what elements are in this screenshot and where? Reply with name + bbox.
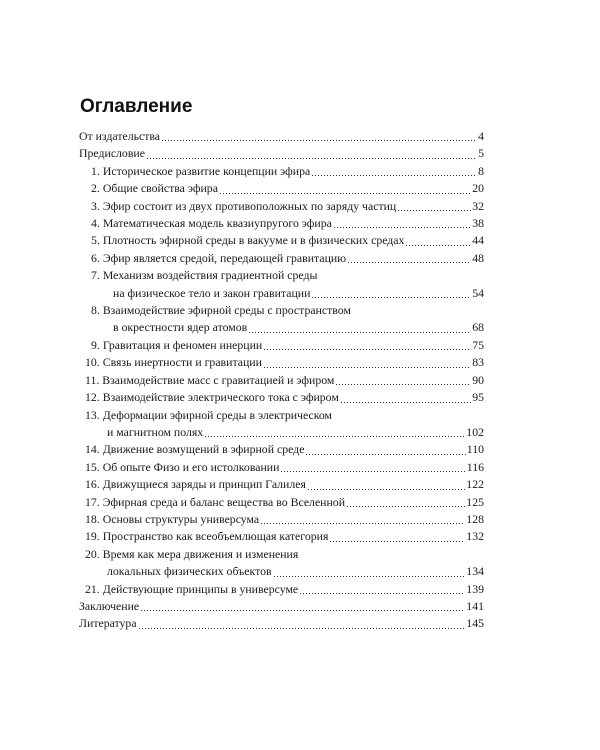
toc-entry[interactable] bbox=[79, 441, 484, 458]
toc-entry-title: Связь инертности и гравитации bbox=[102, 355, 262, 370]
toc-entry[interactable] bbox=[79, 494, 484, 511]
leader-dots bbox=[146, 148, 477, 160]
toc-entry[interactable] bbox=[79, 546, 484, 581]
toc-entry-page: 122 bbox=[466, 477, 484, 492]
leader-dots bbox=[329, 531, 465, 543]
toc-entry[interactable] bbox=[79, 459, 484, 476]
toc-entry-page: 38 bbox=[472, 216, 484, 231]
toc-entry-number: 14. bbox=[85, 442, 100, 457]
leader-dots bbox=[333, 217, 471, 229]
toc-entry-number: 13. bbox=[85, 407, 100, 422]
toc-entry-title: Движение возмущений в эфирной среде bbox=[102, 442, 305, 457]
toc-entry-page: 132 bbox=[466, 529, 484, 544]
toc-entry-title: Время как мера движения и изменения bbox=[102, 546, 299, 561]
toc-entry-title: Об опыте Физо и его истолковании bbox=[102, 459, 280, 474]
toc-entry-number: 1. bbox=[91, 163, 100, 178]
toc-entry-title: Пространство как всеобъемлющая категория bbox=[102, 529, 329, 544]
toc-entry-title: Механизм воздействия градиентной среды bbox=[102, 268, 318, 283]
toc-entry-page: 54 bbox=[472, 285, 484, 300]
toc-entry-number: 5. bbox=[91, 233, 100, 248]
leader-dots bbox=[311, 287, 471, 299]
toc-entry[interactable] bbox=[79, 615, 484, 632]
toc-entry[interactable] bbox=[79, 511, 484, 528]
toc-entry[interactable] bbox=[79, 198, 484, 215]
toc-entry-page: 68 bbox=[472, 320, 484, 335]
toc-entry-page: 90 bbox=[472, 372, 484, 387]
leader-dots bbox=[161, 130, 477, 142]
toc-entry-page: 141 bbox=[466, 598, 484, 613]
toc-entry-title: Плотность эфирной среды в вакууме и в физических средах bbox=[102, 233, 405, 248]
toc-entry-title: Взаимодействие электрического тока с эфиром bbox=[102, 390, 339, 405]
leader-dots bbox=[260, 513, 465, 525]
toc-entry-page: 145 bbox=[466, 616, 484, 631]
leader-dots bbox=[397, 200, 471, 212]
leader-dots bbox=[307, 479, 465, 491]
toc-entry-number: 6. bbox=[91, 250, 100, 265]
toc-entry-title: Эфир состоит из двух противоположных по заряду частиц bbox=[102, 198, 397, 213]
toc-entry[interactable] bbox=[79, 337, 484, 354]
toc-entry-number: 17. bbox=[85, 494, 100, 509]
toc-entry[interactable] bbox=[79, 215, 484, 232]
toc-entry[interactable] bbox=[79, 528, 484, 545]
leader-dots bbox=[204, 426, 465, 438]
toc-entry-title: Действующие принципы в универсуме bbox=[102, 581, 299, 596]
toc-entry-page: 102 bbox=[466, 424, 484, 439]
toc-entry-number: 11. bbox=[85, 372, 100, 387]
toc-entry-page: 48 bbox=[472, 250, 484, 265]
toc-entry-page: 5 bbox=[478, 146, 484, 161]
leader-dots bbox=[299, 583, 465, 595]
toc-entry[interactable] bbox=[79, 232, 484, 249]
toc-entry-number: 16. bbox=[85, 477, 100, 492]
toc-entry-title-cont: на физическое тело и закон гравитации bbox=[113, 285, 311, 300]
toc-entry-number: 4. bbox=[91, 216, 100, 231]
toc-entry[interactable] bbox=[79, 250, 484, 267]
toc-entry-number: 2. bbox=[91, 181, 100, 196]
leader-dots bbox=[340, 392, 471, 404]
leader-dots bbox=[140, 600, 465, 612]
toc-entry-page: 95 bbox=[472, 390, 484, 405]
toc-entry[interactable] bbox=[79, 476, 484, 493]
toc-entry-page: 44 bbox=[472, 233, 484, 248]
toc-entry[interactable] bbox=[79, 598, 484, 615]
toc-entry-number: 19. bbox=[85, 529, 100, 544]
toc-entry-title: Общие свойства эфира bbox=[102, 181, 218, 196]
toc-entry[interactable] bbox=[79, 163, 484, 180]
toc-entry-page: 116 bbox=[466, 459, 484, 474]
toc-entry-number: 7. bbox=[91, 268, 100, 283]
toc-entry[interactable] bbox=[79, 354, 484, 371]
toc-entry-number: 21. bbox=[85, 581, 100, 596]
leader-dots bbox=[347, 252, 471, 264]
toc-entry-page: 83 bbox=[472, 355, 484, 370]
toc-entry-number: 10. bbox=[85, 355, 100, 370]
toc-entry-title: Эфирная среда и баланс вещества во Вселенной bbox=[102, 494, 346, 509]
leader-dots bbox=[335, 374, 471, 386]
toc-entry-title: Деформации эфирной среды в электрическом bbox=[102, 407, 333, 422]
leader-dots bbox=[346, 496, 465, 508]
toc-entry[interactable] bbox=[79, 145, 484, 162]
toc-entry-number: 12. bbox=[85, 390, 100, 405]
table-of-contents bbox=[79, 128, 484, 633]
toc-entry-title: Взаимодействие эфирной среды с пространством bbox=[102, 303, 351, 318]
toc-entry-number: 9. bbox=[91, 337, 100, 352]
toc-entry-title: Движущиеся заряды и принцип Галилея bbox=[102, 477, 306, 492]
toc-entry-page: 8 bbox=[478, 163, 484, 178]
toc-entry[interactable] bbox=[79, 267, 484, 302]
leader-dots bbox=[248, 322, 471, 334]
leader-dots bbox=[280, 461, 465, 473]
toc-entry-title-cont: локальных физических объектов bbox=[107, 564, 272, 579]
toc-entry-title: Историческое развитие концепции эфира bbox=[102, 163, 311, 178]
toc-entry-title: Основы структуры универсума bbox=[102, 511, 260, 526]
toc-entry-title: Математическая модель квазиупругого эфира bbox=[102, 216, 332, 231]
leader-dots bbox=[405, 235, 471, 247]
toc-entry[interactable] bbox=[79, 581, 484, 598]
toc-entry[interactable] bbox=[79, 389, 484, 406]
toc-entry-number: 3. bbox=[91, 198, 100, 213]
toc-entry[interactable] bbox=[79, 372, 484, 389]
toc-entry-page: 134 bbox=[466, 564, 484, 579]
toc-entry-title: От издательства bbox=[79, 129, 161, 143]
toc-entry-page: 75 bbox=[472, 337, 484, 352]
leader-dots bbox=[273, 566, 466, 578]
toc-entry-page: 32 bbox=[472, 198, 484, 213]
toc-entry-title: Взаимодействие масс с гравитацией и эфиром bbox=[102, 372, 335, 387]
toc-entry-page: 20 bbox=[472, 181, 484, 196]
leader-dots bbox=[311, 165, 477, 177]
toc-entry-title: Эфир является средой, передающей гравитацию bbox=[102, 250, 347, 265]
leader-dots bbox=[263, 357, 471, 369]
toc-entry-number: 8. bbox=[91, 303, 100, 318]
toc-entry-page: 4 bbox=[478, 129, 484, 143]
toc-entry[interactable] bbox=[79, 407, 484, 442]
toc-entry[interactable] bbox=[79, 128, 484, 145]
toc-entry-page: 128 bbox=[466, 511, 484, 526]
toc-entry-page: 125 bbox=[466, 494, 484, 509]
leader-dots bbox=[305, 444, 465, 456]
toc-entry-title: Предисловие bbox=[79, 146, 145, 161]
toc-entry-number: 15. bbox=[85, 459, 100, 474]
toc-entry-number: 20. bbox=[85, 546, 100, 561]
toc-entry-title: Заключение bbox=[79, 598, 140, 613]
leader-dots bbox=[138, 618, 466, 630]
toc-entry-page: 139 bbox=[466, 581, 484, 596]
toc-entry-title-cont: и магнитном полях bbox=[107, 424, 204, 439]
toc-entry-title-cont: в окрестности ядер атомов bbox=[113, 320, 248, 335]
toc-entry-page: 110 bbox=[466, 442, 484, 457]
toc-entry[interactable] bbox=[79, 302, 484, 337]
leader-dots bbox=[263, 339, 471, 351]
leader-dots bbox=[219, 183, 471, 195]
toc-entry[interactable] bbox=[79, 180, 484, 197]
page-title: Оглавление bbox=[80, 96, 193, 117]
toc-entry-title: Гравитация и феномен инерции bbox=[102, 337, 263, 352]
toc-entry-number: 18. bbox=[85, 511, 100, 526]
toc-entry-title: Литература bbox=[79, 616, 137, 631]
